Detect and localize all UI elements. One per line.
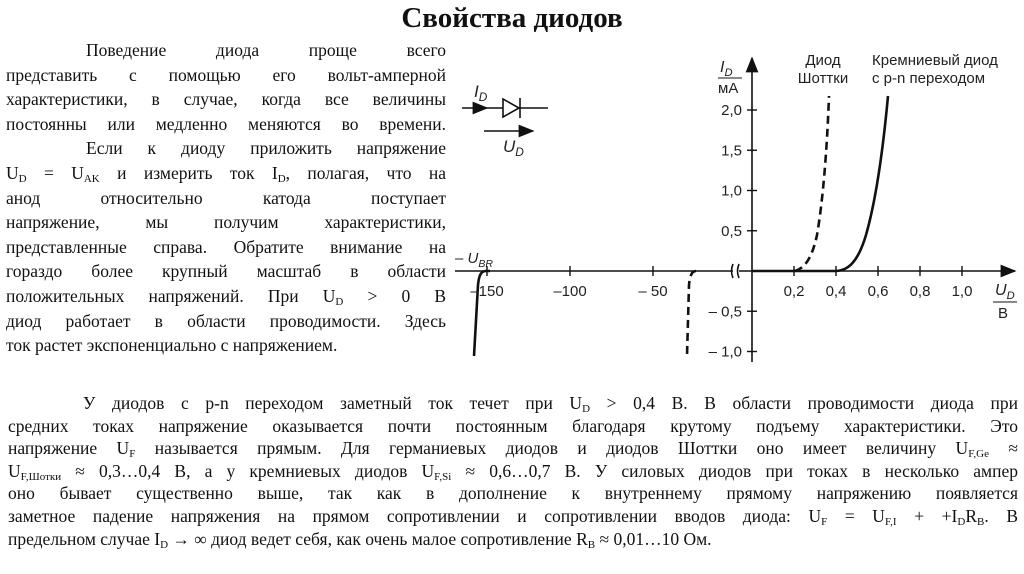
subscript: F xyxy=(129,448,136,461)
text-run: предельном случае I xyxy=(8,528,161,549)
schottky-forward-curve xyxy=(795,96,829,271)
text-run: = U xyxy=(26,162,84,183)
x-tick-label: 0,8 xyxy=(909,283,931,300)
text-run: ≈ 0,6…0,7 В. У силовых диодов при токах в несколько ампер xyxy=(451,460,1018,481)
schottky-label: Шоттки xyxy=(797,70,849,87)
diode-voltage-label: $U_D$ xyxy=(503,137,524,159)
y-axis-label: $I_D$ xyxy=(720,59,733,79)
text-run: называется прямым. Для германиевых диодов и диодов Шоттки оно имеет величину U xyxy=(135,438,969,459)
subscript: F,Ge xyxy=(968,448,990,461)
text-run: > 0,4 В. В области проводимости диода при xyxy=(590,393,1018,413)
y-tick-label: 1,0 xyxy=(721,182,742,200)
text-run: = U xyxy=(827,505,885,526)
text-run: напряжение U xyxy=(8,438,130,459)
text-run: представленные справа. Обратите внимание на xyxy=(6,236,446,257)
page-title: Свойства диодов xyxy=(401,2,623,34)
subscript: F,Шотки xyxy=(20,470,62,483)
subscript: AK xyxy=(83,172,100,185)
x-tick-label: 1,0 xyxy=(951,283,973,300)
text-run: ≈ 0,01…10 Ом. xyxy=(595,528,712,549)
x-tick-label: –150 xyxy=(470,283,504,300)
subscript: B xyxy=(587,538,596,551)
text-run: напряжение, мы получим характеристики, xyxy=(6,212,446,233)
text-run: представить с помощью его вольт-амперной xyxy=(6,64,446,85)
y-tick-label: 1,5 xyxy=(721,142,742,160)
subscript: D xyxy=(277,172,286,185)
text-run: средних токах напряжение оказывается почти постоянным благодаря крутому подъему характеристики. Это xyxy=(8,415,1018,436)
text-run: Поведение диода проще всего xyxy=(86,40,446,60)
diode-symbol xyxy=(462,98,548,131)
text-run: , полагая, что на xyxy=(285,162,446,183)
text-run: диод работает в области проводимости. Здесь xyxy=(6,310,446,331)
text-run: оно бывает существенно выше, так как в дополнение к внутреннему прямому напряжению появляется xyxy=(8,483,1018,504)
silicon-label: Кремниевый диод xyxy=(872,52,998,69)
silicon-label: с p-n переходом xyxy=(872,70,986,87)
text-run: ≈ xyxy=(989,438,1018,459)
subscript: F,I xyxy=(884,515,897,528)
silicon-forward-curve xyxy=(752,96,888,271)
schottky-reverse-curve xyxy=(687,271,696,356)
text-run: → ∞ диод ведет себя, как очень малое сопротивление R xyxy=(168,528,588,549)
text-run: характеристики, в случае, когда все величины xyxy=(6,89,446,110)
text-run: заметное падение напряжения на прямом сопротивлении и сопротивлении вводов диода: U xyxy=(8,505,822,526)
subscript: D xyxy=(582,403,591,415)
text-run: гораздо более крупный масштаб в области xyxy=(6,261,446,282)
y-tick-label: 2,0 xyxy=(721,102,742,119)
subscript: D xyxy=(957,515,966,528)
x-tick-label: –100 xyxy=(553,283,587,300)
y-tick-label: – 1,0 xyxy=(708,343,742,361)
x-axis-label: $U_D$ xyxy=(995,282,1015,302)
text-run: постоянны или медленно меняются во времени. xyxy=(6,113,446,134)
text-run: Если к диоду приложить напряжение xyxy=(86,138,446,159)
text-run: ток растет экспоненциально с напряжением. xyxy=(6,335,338,356)
breakdown-voltage-label: – $U_{BR}$ xyxy=(455,250,493,270)
text-run: . В xyxy=(984,505,1018,526)
text-run: анод относительно катода поступает xyxy=(6,187,446,208)
schottky-label: Диод xyxy=(805,52,841,69)
text-run: и измерить ток I xyxy=(99,162,278,183)
y-tick-label: 0,5 xyxy=(721,222,742,240)
x-tick-label: – 50 xyxy=(638,283,668,300)
x-tick-label: 0,2 xyxy=(783,283,805,300)
diode-current-label: $I_D$ xyxy=(474,82,488,104)
subscript: D xyxy=(18,172,27,185)
text-run: положительных напряжений. При U xyxy=(6,285,336,306)
text-run: U xyxy=(6,162,19,183)
y-axis-unit: мА xyxy=(718,80,739,97)
x-axis-unit: В xyxy=(998,305,1009,322)
subscript: D xyxy=(335,295,344,308)
text-run: ≈ 0,3…0,4 В, а у кремниевых диодов U xyxy=(61,460,435,481)
subscript: F,Si xyxy=(434,470,452,483)
subscript: F xyxy=(821,515,828,528)
text-run: R xyxy=(965,505,977,526)
subscript: B xyxy=(977,515,985,528)
x-tick-label: 0,6 xyxy=(867,283,889,300)
y-tick-label: – 0,5 xyxy=(708,303,742,321)
text-run: U xyxy=(8,460,21,481)
text-run: + +I xyxy=(896,505,958,526)
x-tick-label: 0,4 xyxy=(825,283,847,300)
subscript: D xyxy=(160,538,169,551)
text-run: У диодов с p-n переходом заметный ток течет при U xyxy=(83,393,583,413)
text-run: > 0 В xyxy=(343,285,447,306)
